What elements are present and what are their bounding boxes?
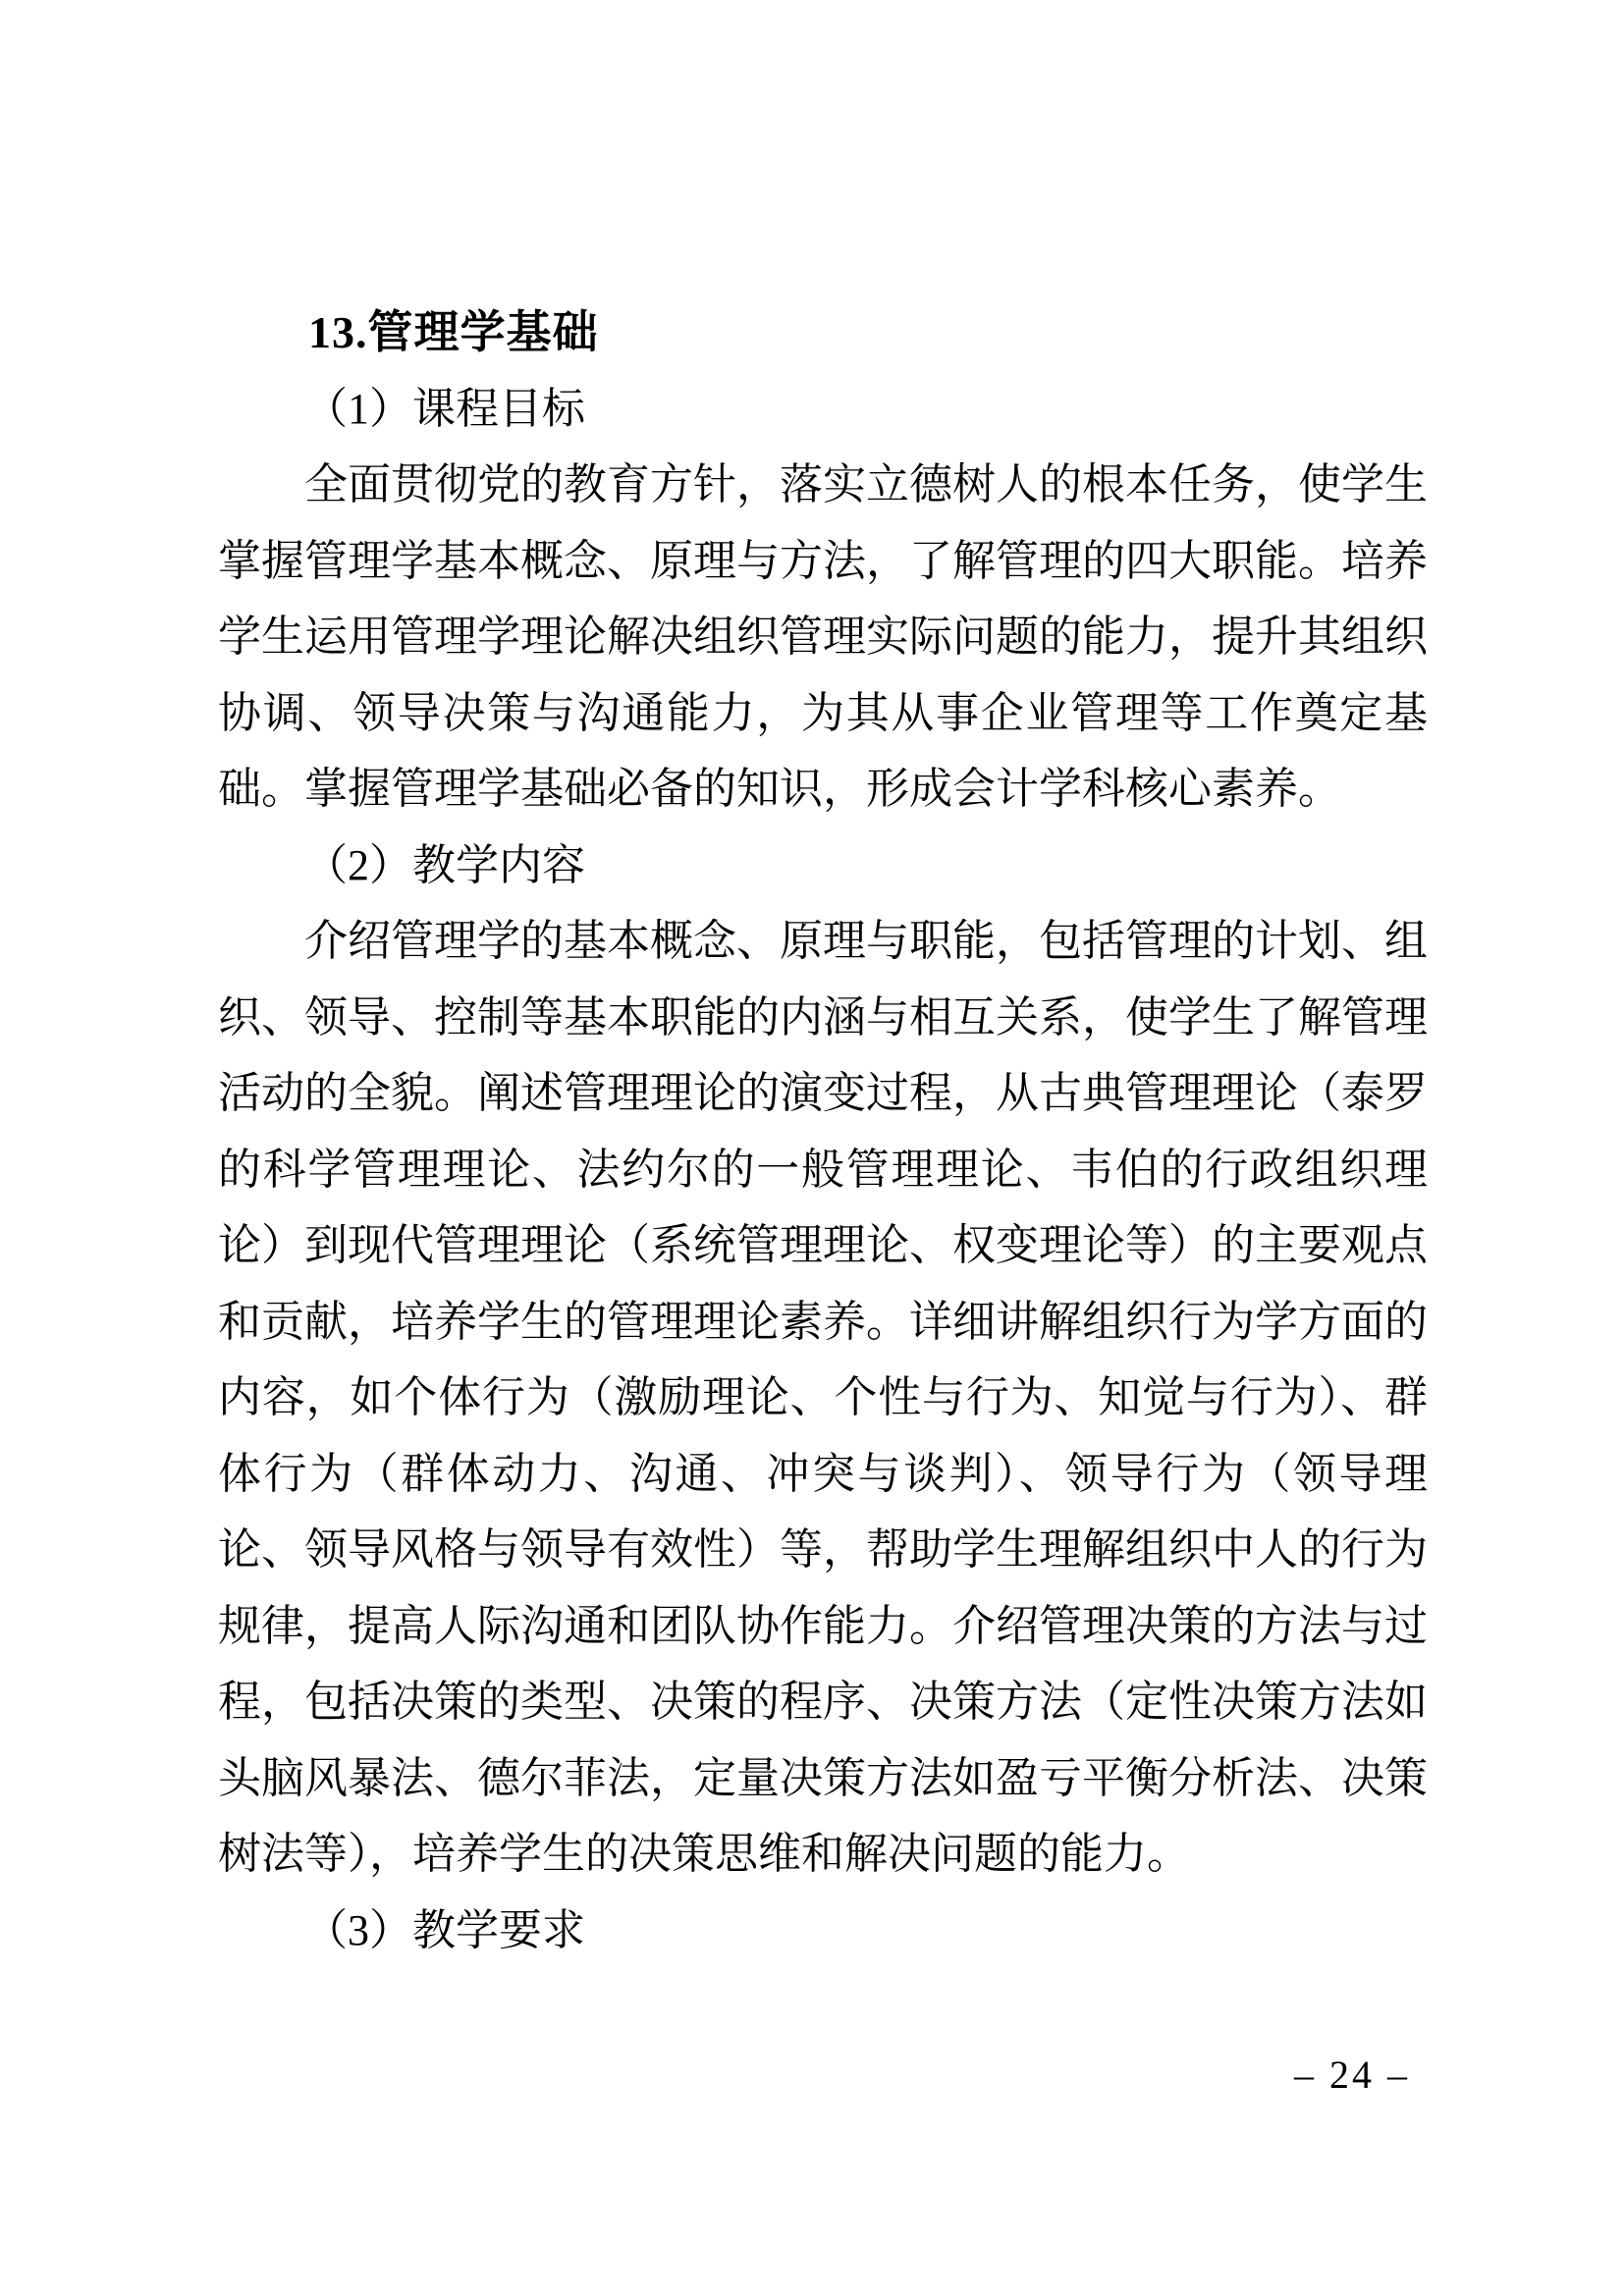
doc-section [218,828,1428,1893]
doc-section [218,371,1428,828]
body-paragraph: 介绍管理学的基本概念、原理与职能，包括管理的计划、组织、领导、控制等基本职能的内涵与相互关系，使学生了解管理活动的全貌。阐述管理理论的演变过程，从古典管理理论（泰罗的科学管理理论、法约尔的一般管理理论、韦伯的行政组织理论）到现代管理理论（系统管理理论、权变理论等）的主要观点和贡献，培养学生的管理理论素养。详细讲解组织行为学方面的内容，如个体行为（激励理论、个性与行为、知觉与行为）、群体行为（群体动力、沟通、冲突与谈判）、领导行为（领导理论、领导风格与领导有效性）等，帮助学生理解组织中人的行为规律，提高人际沟通和团队协作能力。介绍管理决策的方法与过程，包括决策的类型、决策的程序、决策方法（定性决策方法如头脑风暴法、德尔菲法，定量决策方法如盈亏平衡分析法、决策树法等），培养学生的决策思维和解决问题的能力。 [218,917,1428,1878]
document-body [218,294,1428,1968]
subsection-label: （1）课程目标 [304,384,585,433]
paragraph-list [218,903,1428,1893]
subsection-label: （2）教学内容 [304,840,585,889]
body-paragraph: 全面贯彻党的教育方针，落实立德树人的根本任务，使学生掌握管理学基本概念、原理与方法，了解管理的四大职能。培养学生运用管理学理论解决组织管理实际问题的能力，提升其组织协调、领导决策与沟通能力，为其从事企业管理等工作奠定基础。掌握管理学基础必备的知识，形成会计学科核心素养。 [218,460,1428,813]
subsection-label: （3）教学要求 [304,1905,585,1954]
section-list [218,371,1428,1969]
doc-section [218,1893,1428,1969]
page-number: – 24 – [1294,2053,1410,2097]
section-heading: 13.管理学基础 [308,307,599,357]
paragraph-list [218,447,1428,828]
